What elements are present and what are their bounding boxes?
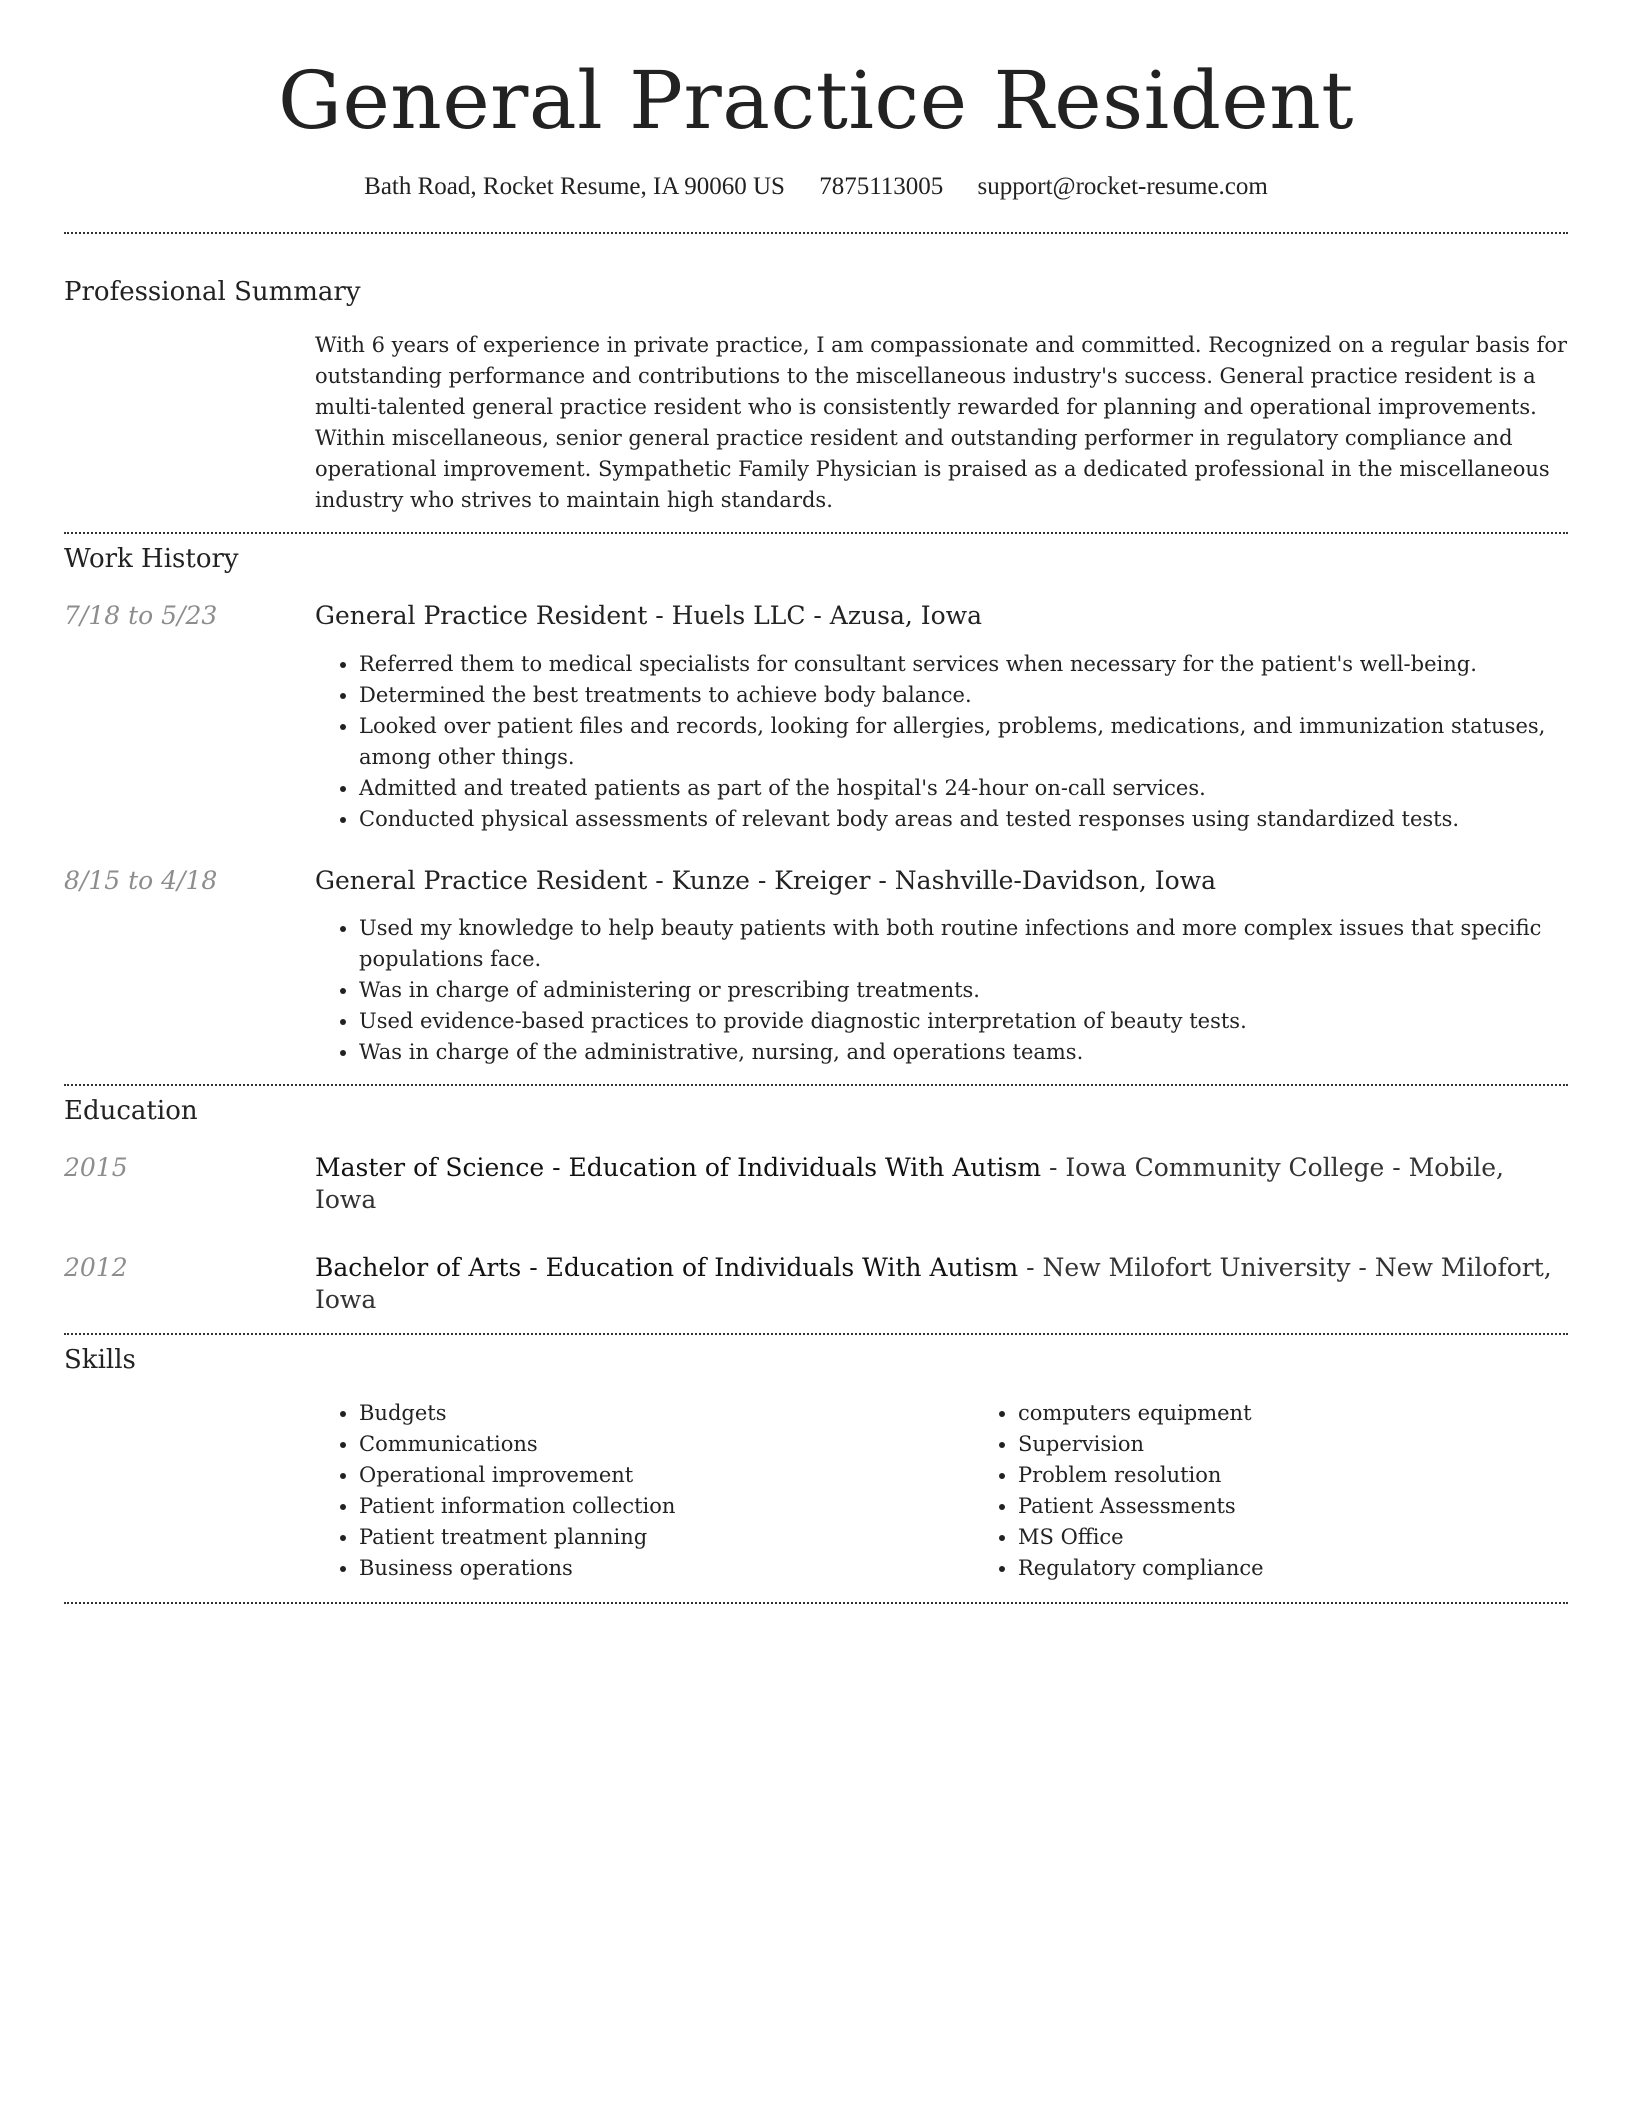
skill-item: • Patient information collection [359,1491,974,1522]
skill-item: • Patient treatment planning [359,1522,974,1553]
section-title-education: Education [64,1096,198,1127]
list-item: • Determined the best treatments to achieve body balance. [359,680,1568,711]
section-title-skills: Skills [64,1344,136,1375]
job-heading: General Practice Resident - Huels LLC - Azusa, Iowa [315,601,982,631]
resume-page [64,0,1568,1604]
job-bullets [315,913,1568,1068]
school: - Iowa Community College - Mobile, Iowa [315,1152,1505,1215]
skill-item: • Patient Assessments [1018,1491,1632,1522]
address: Bath Road, Rocket Resume, IA 90060 US [364,173,785,200]
section-title-work: Work History [64,544,239,575]
skills-list [315,1398,1632,1584]
list-item: • Looked over patient files and records, looking for allergies, problems, medications, and immunization statuses, among other things. [359,711,1568,773]
phone: 7875113005 [819,173,944,200]
divider [64,232,1568,234]
job-entry [64,600,1568,633]
job-dates: 7/18 to 5/23 [64,601,218,631]
list-item: • Was in charge of the administrative, nursing, and operations teams. [359,1037,1568,1068]
list-item: • Was in charge of administering or prescribing treatments. [359,975,1568,1006]
summary-section [64,276,1568,517]
skill-item: • Supervision [1018,1429,1632,1460]
job-bullets [315,649,1568,835]
job-entry [64,865,1568,898]
degree: Master of Science - Education of Individuals With Autism [315,1152,1042,1182]
list-item: • Conducted physical assessments of relevant body areas and tested responses using standardized tests. [359,804,1568,835]
list-item: • Referred them to medical specialists for consultant services when necessary for the patient's well-being. [359,649,1568,680]
divider [64,1333,1568,1335]
section-title-summary: Professional Summary [64,276,361,307]
job-dates: 8/15 to 4/18 [64,865,218,895]
divider [64,1602,1568,1604]
education-year: 2012 [64,1252,128,1282]
divider [64,532,1568,534]
skill-item: • Operational improvement [359,1460,974,1491]
divider [64,1084,1568,1086]
email: support@rocket-resume.com [977,173,1268,200]
list-item: • Admitted and treated patients as part of the hospital's 24-hour on-call services. [359,773,1568,804]
work-history-section [64,543,1568,1068]
school: - New Milofort University - New Milofort, Iowa [315,1252,1552,1315]
summary-text: With 6 years of experience in private practice, I am compassionate and committed. Recognized on a regular basis for outstanding performance and contributions to the miscellaneous industry's success. General practice resident is a multi-talented general practice resident who is consistently rewarded for planning and operational improvements. Within miscellaneous, senior general practice resident and outstanding performer in regulatory compliance and operational improvement. Sympathetic Family Physician is praised as a dedicated professional in the miscellaneous industry who strives to maintain high standards. [315,333,1568,513]
skill-item: • Problem resolution [1018,1460,1632,1491]
education-year: 2015 [64,1152,128,1182]
list-item: • Used my knowledge to help beauty patients with both routine infections and more complex issues that specific populations face. [359,913,1568,975]
candidate-name: General Practice Resident [278,54,1354,147]
job-heading: General Practice Resident - Kunze - Kreiger - Nashville-Davidson, Iowa [315,865,1217,895]
skill-item: • Communications [359,1429,974,1460]
skills-section [64,1344,1568,1584]
skill-item: • Regulatory compliance [1018,1553,1632,1584]
degree: Bachelor of Arts - Education of Individuals With Autism [315,1252,1019,1282]
skill-item: • MS Office [1018,1522,1632,1553]
skill-item: • Budgets [359,1398,974,1429]
contact-line [64,171,1568,204]
education-section [64,1095,1568,1317]
skill-item: • Business operations [359,1553,974,1584]
education-entry [64,1252,1568,1317]
list-item: • Used evidence-based practices to provide diagnostic interpretation of beauty tests. [359,1006,1568,1037]
education-entry [64,1152,1568,1217]
skill-item: • computers equipment [1018,1398,1632,1429]
